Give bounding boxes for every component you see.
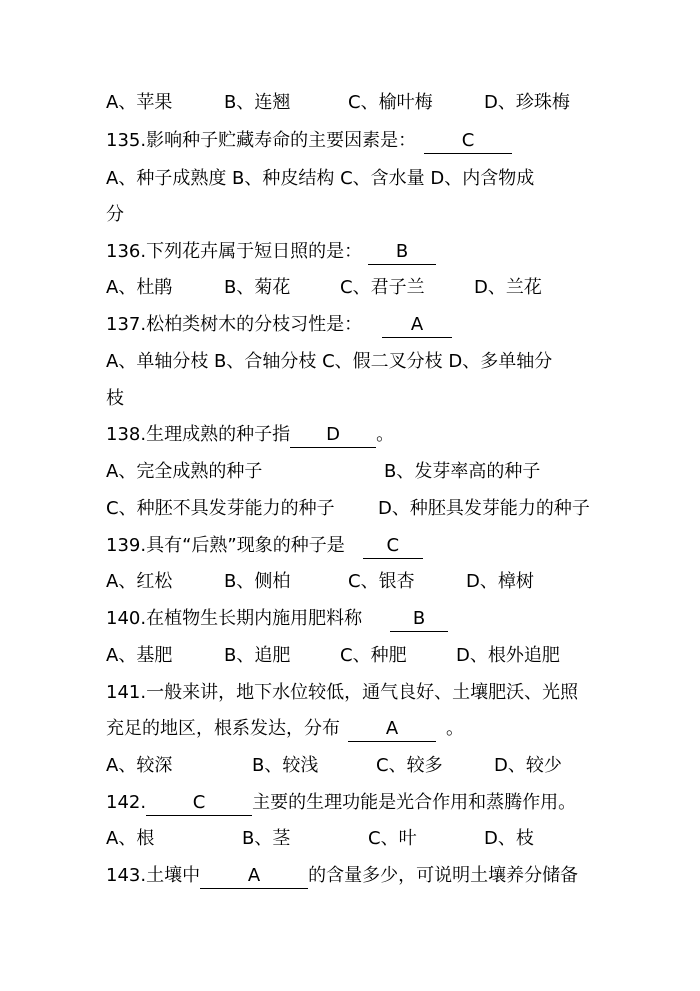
answer-blank: C bbox=[424, 129, 512, 154]
question-text: 135.影响种子贮藏寿命的主要因素是： bbox=[106, 130, 417, 151]
question-text: 138.生理成熟的种子指 bbox=[106, 424, 291, 445]
text-line: 枝 bbox=[106, 388, 124, 409]
option-a: A、根 bbox=[106, 828, 155, 849]
question-text: 142. bbox=[106, 792, 147, 813]
option-c: C、君子兰 bbox=[340, 277, 425, 298]
options-line bbox=[106, 494, 660, 524]
option-c: C、种肥 bbox=[340, 645, 407, 666]
option-b: B、连翘 bbox=[224, 92, 291, 113]
option-c: C、银杏 bbox=[348, 571, 415, 592]
question-line bbox=[106, 420, 660, 450]
question-line bbox=[106, 861, 660, 891]
options-line bbox=[106, 751, 660, 781]
question-text: 140.在植物生长期内施用肥料称 bbox=[106, 608, 363, 629]
question-text: 139.具有“后熟”现象的种子是 bbox=[106, 535, 345, 556]
text-line: A、种子成熟度 B、种皮结构 C、含水量 D、内含物成 bbox=[106, 168, 535, 189]
answer-blank: D bbox=[290, 423, 376, 448]
answer-blank: A bbox=[382, 313, 452, 338]
question-text: 143.土壤中 bbox=[106, 865, 201, 886]
option-a: A、基肥 bbox=[106, 645, 173, 666]
option-c: C、榆叶梅 bbox=[348, 92, 433, 113]
question-text: 136.下列花卉属于短日照的是： bbox=[106, 241, 363, 262]
options-line bbox=[106, 641, 660, 671]
answer-blank: A bbox=[200, 864, 308, 889]
option-c: C、叶 bbox=[368, 828, 417, 849]
option-c: C、种胚不具发芽能力的种子 bbox=[106, 498, 335, 519]
option-b: B、较浅 bbox=[252, 755, 319, 776]
option-c: C、较多 bbox=[376, 755, 443, 776]
question-text: 充足的地区，根系发达，分布 bbox=[106, 718, 340, 739]
question-suffix: 。 bbox=[376, 424, 395, 445]
text-line: 分 bbox=[106, 204, 124, 225]
options-line bbox=[106, 567, 660, 597]
option-d: D、枝 bbox=[484, 828, 534, 849]
question-line bbox=[106, 310, 660, 340]
answer-blank: A bbox=[348, 717, 436, 742]
option-a: A、较深 bbox=[106, 755, 173, 776]
question-line bbox=[106, 604, 660, 634]
option-a: A、杜鹃 bbox=[106, 277, 173, 298]
option-b: B、侧柏 bbox=[224, 571, 291, 592]
options-line bbox=[106, 88, 660, 118]
option-a: A、红松 bbox=[106, 571, 173, 592]
text-line: A、单轴分枝 B、合轴分枝 C、假二叉分枝 D、多单轴分 bbox=[106, 351, 553, 372]
question-line bbox=[106, 126, 660, 156]
question-line bbox=[106, 237, 660, 267]
answer-blank: C bbox=[363, 534, 423, 559]
options-line bbox=[106, 273, 660, 303]
answer-blank: B bbox=[390, 607, 448, 632]
text-line: 141.一般来讲，地下水位较低，通气良好、土壤肥沃、光照 bbox=[106, 682, 579, 703]
option-b: B、追肥 bbox=[224, 645, 291, 666]
question-text: 137.松柏类树木的分枝习性是： bbox=[106, 314, 363, 335]
question-suffix: 。 bbox=[446, 718, 464, 739]
answer-blank: B bbox=[368, 240, 436, 265]
question-suffix: 主要的生理功能是光合作用和蒸腾作用。 bbox=[252, 792, 577, 813]
option-b: B、菊花 bbox=[224, 277, 291, 298]
option-a: A、完全成熟的种子 bbox=[106, 461, 263, 482]
option-b: B、茎 bbox=[242, 828, 291, 849]
option-d: D、较少 bbox=[494, 755, 562, 776]
option-b: B、发芽率高的种子 bbox=[384, 461, 541, 482]
option-a: A、苹果 bbox=[106, 92, 173, 113]
option-d: D、根外追肥 bbox=[456, 645, 560, 666]
option-d: D、珍珠梅 bbox=[484, 92, 570, 113]
question-line bbox=[106, 714, 660, 744]
options-line bbox=[106, 457, 660, 487]
question-suffix: 的含量多少，可说明土壤养分储备 bbox=[308, 865, 579, 886]
question-line bbox=[106, 788, 660, 818]
question-line bbox=[106, 531, 660, 561]
option-d: D、种胚具发芽能力的种子 bbox=[378, 498, 590, 519]
options-line bbox=[106, 824, 660, 854]
option-d: D、兰花 bbox=[474, 277, 542, 298]
answer-blank: C bbox=[146, 791, 252, 816]
option-d: D、樟树 bbox=[466, 571, 534, 592]
